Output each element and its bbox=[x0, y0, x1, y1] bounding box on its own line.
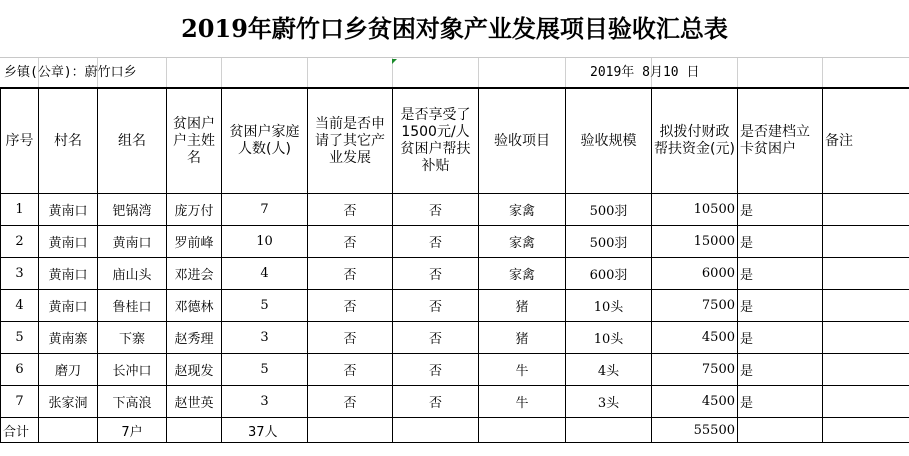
cell-index: 5 bbox=[1, 322, 39, 354]
cell-village: 黄南口 bbox=[39, 290, 98, 322]
cell-family-size: 7 bbox=[222, 194, 308, 226]
cell-comment-marker bbox=[392, 59, 397, 64]
cell-subsidy-received: 否 bbox=[393, 258, 479, 290]
header-cell: 序号 bbox=[1, 89, 39, 194]
total-empty bbox=[39, 418, 98, 443]
cell-project: 家禽 bbox=[479, 258, 566, 290]
cell-group: 庙山头 bbox=[98, 258, 167, 290]
cell-subsidy-received: 否 bbox=[393, 226, 479, 258]
cell-amount: 6000 bbox=[652, 258, 738, 290]
cell-amount: 15000 bbox=[652, 226, 738, 258]
cell-village: 磨刀 bbox=[39, 354, 98, 386]
cell-index: 7 bbox=[1, 386, 39, 418]
cell-registered: 是 bbox=[738, 354, 823, 386]
cell-amount: 7500 bbox=[652, 354, 738, 386]
header-cell: 验收规模 bbox=[566, 89, 652, 194]
cell-village: 张家洞 bbox=[39, 386, 98, 418]
cell-householder: 赵现发 bbox=[167, 354, 222, 386]
header-cell: 拟拨付财政帮扶资金(元) bbox=[652, 89, 738, 194]
cell-householder: 赵秀理 bbox=[167, 322, 222, 354]
cell-project: 牛 bbox=[479, 386, 566, 418]
cell-amount: 4500 bbox=[652, 386, 738, 418]
cell-other-application: 否 bbox=[308, 322, 393, 354]
cell-project: 猪 bbox=[479, 290, 566, 322]
cell-scale: 500羽 bbox=[566, 226, 652, 258]
table-row bbox=[1, 226, 909, 258]
total-households: 7户 bbox=[98, 418, 167, 443]
total-empty bbox=[738, 418, 823, 443]
cell-index: 1 bbox=[1, 194, 39, 226]
cell-householder: 邓进会 bbox=[167, 258, 222, 290]
header-cell: 备注 bbox=[823, 89, 909, 194]
total-amount: 55500 bbox=[652, 418, 738, 443]
total-people: 37人 bbox=[222, 418, 308, 443]
cell-project: 家禽 bbox=[479, 194, 566, 226]
cell-note bbox=[823, 258, 909, 290]
cell-village: 黄南口 bbox=[39, 226, 98, 258]
cell-index: 3 bbox=[1, 258, 39, 290]
cell-subsidy-received: 否 bbox=[393, 386, 479, 418]
cell-project: 牛 bbox=[479, 354, 566, 386]
summary-table bbox=[0, 88, 909, 443]
total-empty bbox=[479, 418, 566, 443]
total-empty bbox=[393, 418, 479, 443]
cell-scale: 600羽 bbox=[566, 258, 652, 290]
cell-householder: 罗前峰 bbox=[167, 226, 222, 258]
cell-other-application: 否 bbox=[308, 354, 393, 386]
header-cell: 贫困户户主姓名 bbox=[167, 89, 222, 194]
cell-family-size: 4 bbox=[222, 258, 308, 290]
cell-scale: 500羽 bbox=[566, 194, 652, 226]
cell-note bbox=[823, 386, 909, 418]
total-row bbox=[1, 418, 909, 443]
cell-subsidy-received: 否 bbox=[393, 354, 479, 386]
cell-note bbox=[823, 290, 909, 322]
cell-other-application: 否 bbox=[308, 194, 393, 226]
cell-registered: 是 bbox=[738, 258, 823, 290]
header-cell: 村名 bbox=[39, 89, 98, 194]
header-row bbox=[1, 89, 909, 194]
total-empty bbox=[308, 418, 393, 443]
cell-subsidy-received: 否 bbox=[393, 194, 479, 226]
cell-amount: 4500 bbox=[652, 322, 738, 354]
cell-family-size: 5 bbox=[222, 290, 308, 322]
cell-project: 家禽 bbox=[479, 226, 566, 258]
cell-village: 黄南寨 bbox=[39, 322, 98, 354]
table-row bbox=[1, 322, 909, 354]
cell-other-application: 否 bbox=[308, 386, 393, 418]
cell-group: 长冲口 bbox=[98, 354, 167, 386]
cell-note bbox=[823, 194, 909, 226]
cell-family-size: 3 bbox=[222, 386, 308, 418]
cell-village: 黄南口 bbox=[39, 258, 98, 290]
cell-note bbox=[823, 322, 909, 354]
header-cell: 贫困户家庭人数(人) bbox=[222, 89, 308, 194]
cell-group: 钯锅湾 bbox=[98, 194, 167, 226]
header-cell: 是否享受了1500元/人贫困户帮扶补贴 bbox=[393, 89, 479, 194]
table-row bbox=[1, 386, 909, 418]
table-row bbox=[1, 258, 909, 290]
cell-note bbox=[823, 226, 909, 258]
header-cell: 组名 bbox=[98, 89, 167, 194]
cell-scale: 10头 bbox=[566, 290, 652, 322]
header-cell: 当前是否申请了其它产业发展 bbox=[308, 89, 393, 194]
cell-registered: 是 bbox=[738, 194, 823, 226]
cell-subsidy-received: 否 bbox=[393, 290, 479, 322]
cell-project: 猪 bbox=[479, 322, 566, 354]
cell-index: 2 bbox=[1, 226, 39, 258]
cell-index: 4 bbox=[1, 290, 39, 322]
cell-scale: 4头 bbox=[566, 354, 652, 386]
sheet-title: 2019年蔚竹口乡贫困对象产业发展项目验收汇总表 bbox=[0, 0, 909, 58]
cell-group: 下高浪 bbox=[98, 386, 167, 418]
cell-amount: 7500 bbox=[652, 290, 738, 322]
cell-householder: 赵世英 bbox=[167, 386, 222, 418]
info-row bbox=[0, 58, 909, 88]
cell-group: 下寨 bbox=[98, 322, 167, 354]
cell-registered: 是 bbox=[738, 322, 823, 354]
cell-registered: 是 bbox=[738, 386, 823, 418]
cell-group: 黄南口 bbox=[98, 226, 167, 258]
cell-other-application: 否 bbox=[308, 258, 393, 290]
report-date: 2019年 8月10 日 bbox=[590, 65, 700, 80]
cell-scale: 10头 bbox=[566, 322, 652, 354]
total-label: 合计 bbox=[1, 418, 39, 443]
total-empty bbox=[823, 418, 909, 443]
header-cell: 验收项目 bbox=[479, 89, 566, 194]
table-row bbox=[1, 194, 909, 226]
cell-householder: 庞万付 bbox=[167, 194, 222, 226]
total-empty bbox=[167, 418, 222, 443]
unit-label: 乡镇(公章)：蔚竹口乡 bbox=[4, 65, 137, 80]
cell-family-size: 10 bbox=[222, 226, 308, 258]
cell-registered: 是 bbox=[738, 290, 823, 322]
cell-subsidy-received: 否 bbox=[393, 322, 479, 354]
cell-registered: 是 bbox=[738, 226, 823, 258]
cell-family-size: 5 bbox=[222, 354, 308, 386]
table-row bbox=[1, 354, 909, 386]
table-row bbox=[1, 290, 909, 322]
header-cell: 是否建档立卡贫困户 bbox=[738, 89, 823, 194]
cell-amount: 10500 bbox=[652, 194, 738, 226]
cell-family-size: 3 bbox=[222, 322, 308, 354]
cell-householder: 邓德林 bbox=[167, 290, 222, 322]
cell-other-application: 否 bbox=[308, 290, 393, 322]
total-empty bbox=[566, 418, 652, 443]
cell-scale: 3头 bbox=[566, 386, 652, 418]
cell-note bbox=[823, 354, 909, 386]
cell-other-application: 否 bbox=[308, 226, 393, 258]
cell-index: 6 bbox=[1, 354, 39, 386]
cell-village: 黄南口 bbox=[39, 194, 98, 226]
cell-group: 鲁桂口 bbox=[98, 290, 167, 322]
